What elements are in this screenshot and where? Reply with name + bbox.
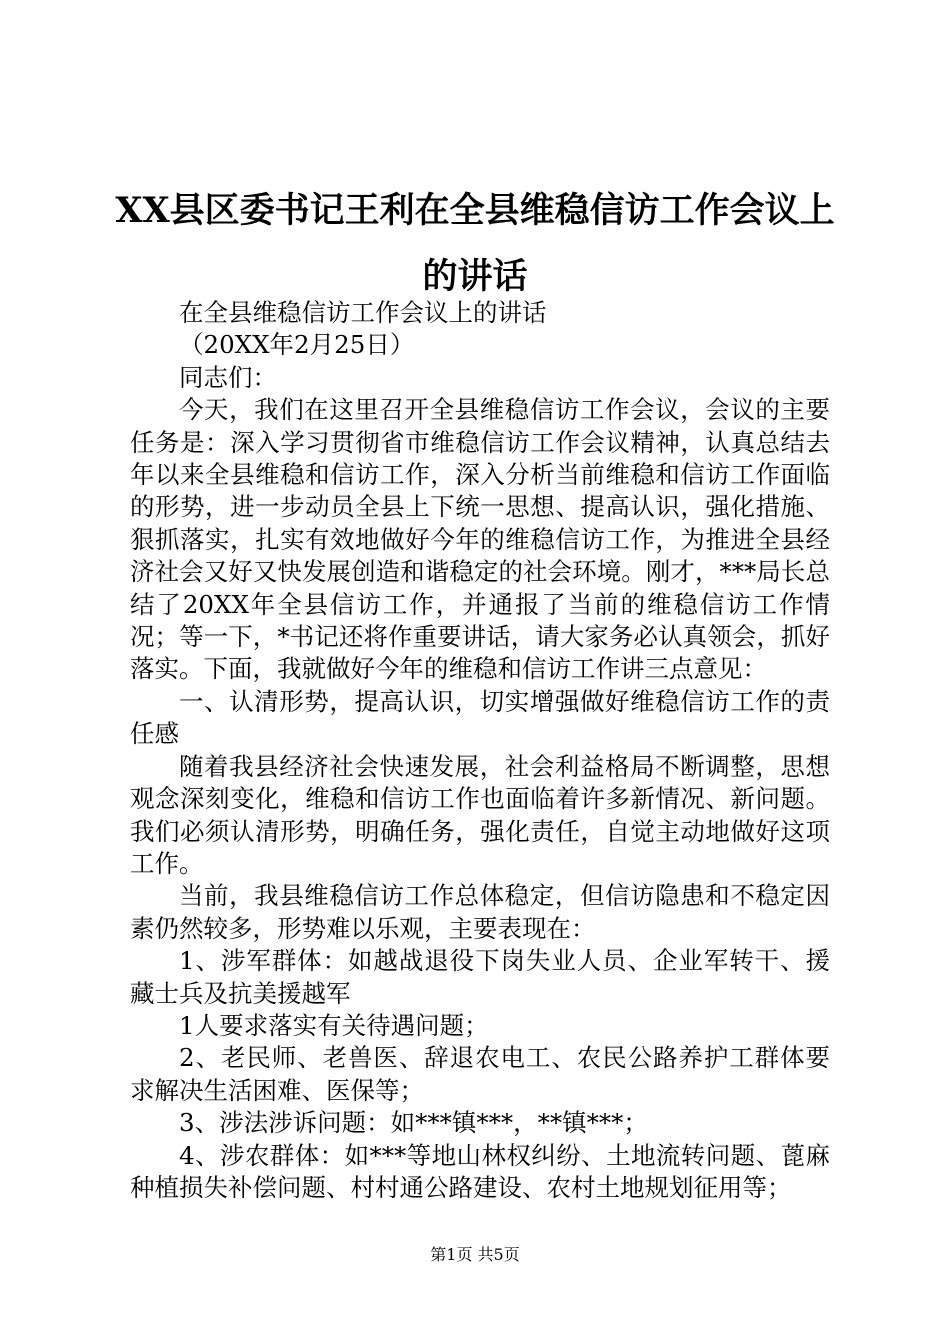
list-item: 3、涉法涉诉问题：如***镇***，**镇***；: [179, 1108, 648, 1138]
list-item: 1人要求落实有关待遇问题；: [179, 1010, 489, 1040]
list-item: 1、涉军群体：如越战退役下岗失业人员、企业军转干、援藏士兵及抗美援越军: [130, 946, 830, 1008]
speech-heading: 在全县维稳信访工作会议上的讲话: [179, 298, 547, 327]
body-paragraph: 今天，我们在这里召开全县维稳信访工作会议，会议的主要任务是：深入学习贯彻省市维稳信访工作会议精神，认真总结去年以来全县维稳和信访工作，深入分析当前维稳和信访工作面临的形势，进一步动员全县上下统一思想、提高认识，强化措施、狠抓落实，扎实有效地做好今年的维稳信访工作，为推进全县经济社会又好又快发展创造和谐稳定的社会环境。刚才，***局长总结了20XX年全县信访工作，并通报了当前的维稳信访工作情况；等一下，*书记还将作重要讲话，请大家务必认真领会，抓好落实。下面，我就做好今年的维稳和信访工作讲三点意见：: [130, 395, 830, 684]
document-title: XX县区委书记王利在全县维稳信访工作会议上的讲话: [115, 190, 835, 297]
page-footer: 第1页 共5页: [430, 1245, 520, 1264]
document-body: [130, 297, 830, 1204]
salutation: 同志们：: [179, 362, 277, 392]
speech-date: （20XX年2月25日）: [179, 330, 415, 360]
body-paragraph: 随着我县经济社会快速发展，社会利益格局不断调整，思想观念深刻变化，维稳和信访工作也面临着许多新情况、新问题。我们必须认清形势，明确任务，强化责任，自觉主动地做好这项工作。: [130, 751, 830, 878]
list-item: 2、老民师、老兽医、辞退农电工、农民公路养护工群体要求解决生活困难、医保等；: [130, 1043, 830, 1105]
list-item: 4、涉农群体：如***等地山林权纠纷、土地流转问题、蓖麻种植损失补偿问题、村村通公路建设、农村土地规划征用等；: [130, 1140, 830, 1202]
body-paragraph: 当前，我县维稳信访工作总体稳定，但信访隐患和不稳定因素仍然较多，形势难以乐观，主要表现在：: [130, 881, 830, 943]
section-heading: 一、认清形势，提高认识，切实增强做好维稳信访工作的责任感: [130, 686, 830, 749]
